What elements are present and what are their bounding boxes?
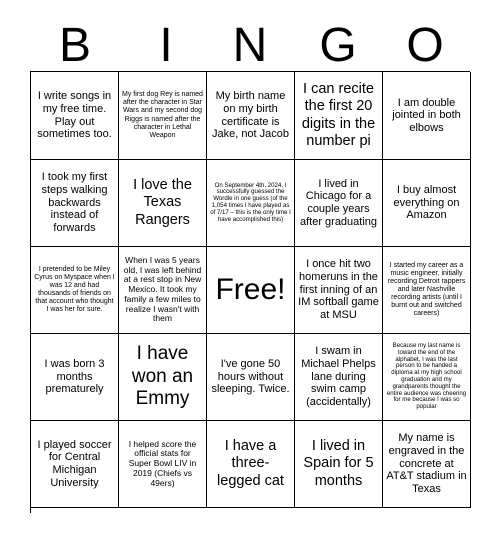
header-letter-n: N (232, 19, 268, 72)
free-space[interactable]: Free! (207, 247, 295, 334)
header-letter-i: I (159, 19, 173, 72)
header-letter-o: O (406, 19, 444, 72)
bingo-cell[interactable]: I lived in Chicago for a couple years after graduating (295, 160, 383, 247)
bingo-cell[interactable]: My name is engraved in the concrete at AT&T stadium in Texas (383, 421, 471, 508)
bingo-cell[interactable]: I was born 3 months prematurely (31, 334, 119, 421)
bingo-cell[interactable]: I helped score the official stats for Super Bowl LIV in 2019 (Chiefs vs 49ers) (119, 421, 207, 508)
bingo-cell[interactable]: I pretended to be Miley Cyrus on Myspace when I was 12 and had thousands of friends on that account who thought I was her for sure. (31, 247, 119, 334)
bingo-cell[interactable]: When I was 5 years old, I was left behind at a rest stop in New Mexico. It took my family a few miles to realize I wasn't with them (119, 247, 207, 334)
bingo-cell[interactable]: I have a three-legged cat (207, 421, 295, 508)
header-letter-g: G (319, 19, 357, 72)
bingo-cell[interactable]: I've gone 50 hours without sleeping. Twice. (207, 334, 295, 421)
bingo-cell[interactable]: On September 4th, 2024, I successfully guessed the Wordle in one guess (of the 1,054 times I have played as of 7/17 – this is the only time I have accomplished this) (207, 160, 295, 247)
bingo-cell[interactable]: I buy almost everything on Amazon (383, 160, 471, 247)
bingo-cell[interactable]: I have won an Emmy (119, 334, 207, 421)
header-letter-b: B (58, 19, 91, 72)
bingo-cell[interactable]: I swam in Michael Phelps lane during swim camp (accidentally) (295, 334, 383, 421)
bingo-header (0, 0, 500, 70)
bingo-cell[interactable]: I love the Texas Rangers (119, 160, 207, 247)
bingo-cell[interactable]: I write songs in my free time. Play out sometimes too. (31, 72, 119, 160)
bingo-cell[interactable]: I can recite the first 20 digits in the number pi (295, 72, 383, 160)
bingo-cell[interactable]: I played soccer for Central Michigan University (31, 421, 119, 508)
bingo-cell[interactable]: I am double jointed in both elbows (383, 72, 471, 160)
bingo-cell[interactable]: I took my first steps walking backwards instead of forwards (31, 160, 119, 247)
bingo-cell[interactable]: I lived in Spain for 5 months (295, 421, 383, 508)
bingo-cell[interactable]: My birth name on my birth certificate is Jake, not Jacob (207, 72, 295, 160)
bingo-cell[interactable]: I started my career as a music engineer, initially recording Detroit rappers and later Nashville recording artists (until I burnt out and switched careers) (383, 247, 471, 334)
bingo-cell[interactable]: I once hit two homeruns in the first inning of an IM softball game at MSU (295, 247, 383, 334)
bingo-cell[interactable]: Because my last name is toward the end of the alphabet, I was the last person to be handed a diploma at my high school graduation and my grandparents thought the entire audience was cheering for me because I was so popular (383, 334, 471, 421)
bingo-grid (30, 71, 470, 513)
bingo-cell[interactable]: My first dog Rey is named after the character in Star Wars and my second dog Riggs is named after the character in Lethal Weapon (119, 72, 207, 160)
